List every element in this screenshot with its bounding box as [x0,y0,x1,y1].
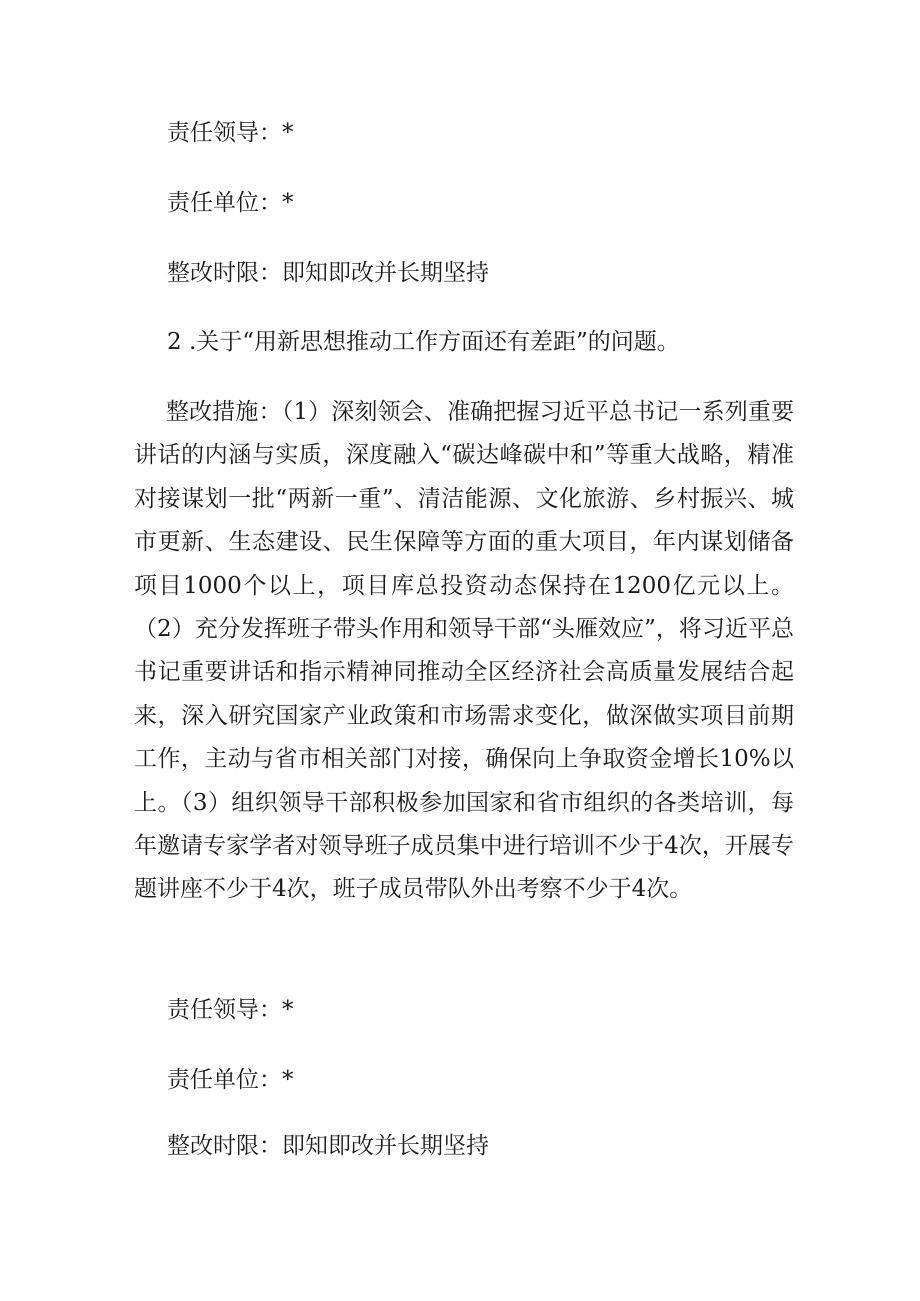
responsible-unit-2: 责任单位：* [167,1067,294,1093]
responsible-leader-2: 责任领导：* [167,997,294,1023]
item-2-heading: 2 .关于“用新思想推动工作方面还有差距”的问题。 [167,329,680,355]
rectification-deadline-1: 整改时限：即知即改并长期坚持 [167,260,489,286]
responsible-unit-1: 责任单位：* [167,190,294,216]
rectification-measures-paragraph: 整改措施：（1）深刻领会、准确把握习近平总书记一系列重要讲话的内涵与实质，深度融入“碳达峰碳中和”等重大战略，精准对接谋划一批“两新一重”、清洁能源、文化旅游、乡村振兴、城市更新、生态建设、民生保障等方面的重大项目，年内谋划储备项目1000个以上，项目库总投资动态保持在1200亿元以上。（2）充分发挥班子带头作用和领导干部“头雁效应”，将习近平总书记重要讲话和指示精神同推动全区经济社会高质量发展结合起来，深入研究国家产业政策和市场需求变化，做深做实项目前期工作，主动与省市相关部门对接，确保向上争取资金增长10%以上。（3）组织领导干部积极参加国家和省市组织的各类培训，每年邀请专家学者对领导班子成员集中进行培训不少于4次，开展专题讲座不少于4次，班子成员带队外出考察不少于4次。 [134,399,794,903]
rectification-deadline-2: 整改时限：即知即改并长期坚持 [167,1133,489,1159]
responsible-leader-1: 责任领导：* [167,120,294,146]
